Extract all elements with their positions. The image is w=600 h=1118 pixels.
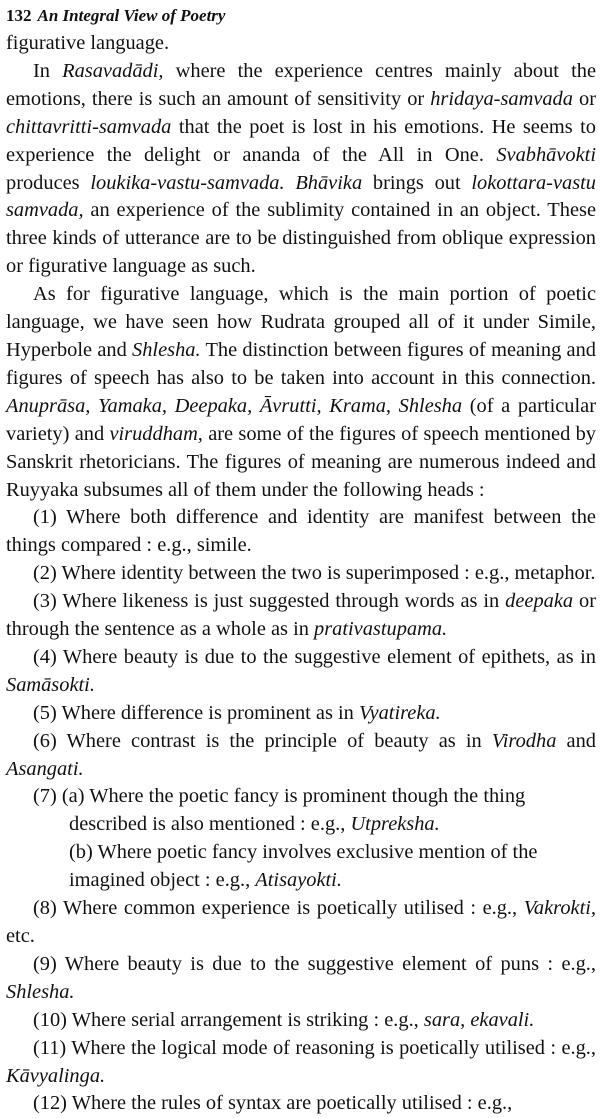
list-item: (12) Where the rules of syntax are poetically utilised : e.g., [33,1092,513,1115]
list-item: (9) Where beauty is due to the suggestive element of puns : e.g., Shlesha. [6,952,596,1003]
list-item: (2) Where identity between the two is superimposed : e.g., metaphor. [33,562,596,585]
list-item: (6) Where contrast is the principle of beauty as in Virodha and Asangati. [6,729,596,780]
list-item: (11) Where the logical mode of reasoning is poetically utilised : e.g., Kāvyalinga. [6,1036,596,1087]
list-item: (4) Where beauty is due to the suggestive element of epithets, as in Samāsokti. [6,645,596,696]
list-item-7a: (7) (a) Where the poetic fancy is prominent though the thing [33,785,526,808]
paragraph-figurative-language: As for figurative language, which is the main portion of poetic language, we have seen how Rudrata grouped all of it under Simile, Hyperbole and Shlesha. The distinction between figures of meaning and figures of speech has also to be taken into account in this connection. Anuprāsa, Yamaka, Deepaka, Āvrutti, Krama, Shlesha (of a particular variety) and viruddham, are some of the figures of speech mentioned by Sanskrit rhetoricians. The figures of meaning are numerous indeed and Ruyyaka subsumes all of them under the following heads : [6,283,596,501]
body-text [6,30,596,1118]
list-item: (8) Where common experience is poetically utilised : e.g., Vakrokti, etc. [6,897,596,947]
list-item-7a-continuation: described is also mentioned : e.g., Utpreksha. [69,813,440,836]
list-item: (10) Where serial arrangement is striking : e.g., sara, ekavali. [33,1008,535,1031]
list-item-7b: (b) Where poetic fancy involves exclusive mention of the [69,841,538,864]
list-item: (5) Where difference is prominent as in Vyatireka. [33,701,441,724]
list-item: (1) Where both difference and identity are manifest between the things compared : e.g., simile. [6,506,596,557]
paragraph-continuation: figurative language. [6,32,170,54]
list-item-7b-continuation: imagined object : e.g., Atisayokti. [69,869,342,892]
paragraph-rasavadadi: In Rasavadādi, where the experience centres mainly about the emotions, there is such an amount of sensitivity or hridaya-samvada or chittavritti-samvada that the poet is lost in his emotions. He seems to experience the delight or ananda of the All in One. Svabhāvokti produces loukika-vastu-samvada. Bhāvika brings out lokottara-vastu samvada, an experience of the sublimity contained in an object. These three kinds of utterance are to be distinguished from oblique expression or figurative language as such. [6,59,597,278]
list-item: (3) Where likeness is just suggested through words as in deepaka or through the sentence as a whole as in prativastupama. [6,590,596,641]
running-title: An Integral View of Poetry [37,6,226,25]
page-number: 132 [6,6,32,25]
running-header [6,2,596,30]
